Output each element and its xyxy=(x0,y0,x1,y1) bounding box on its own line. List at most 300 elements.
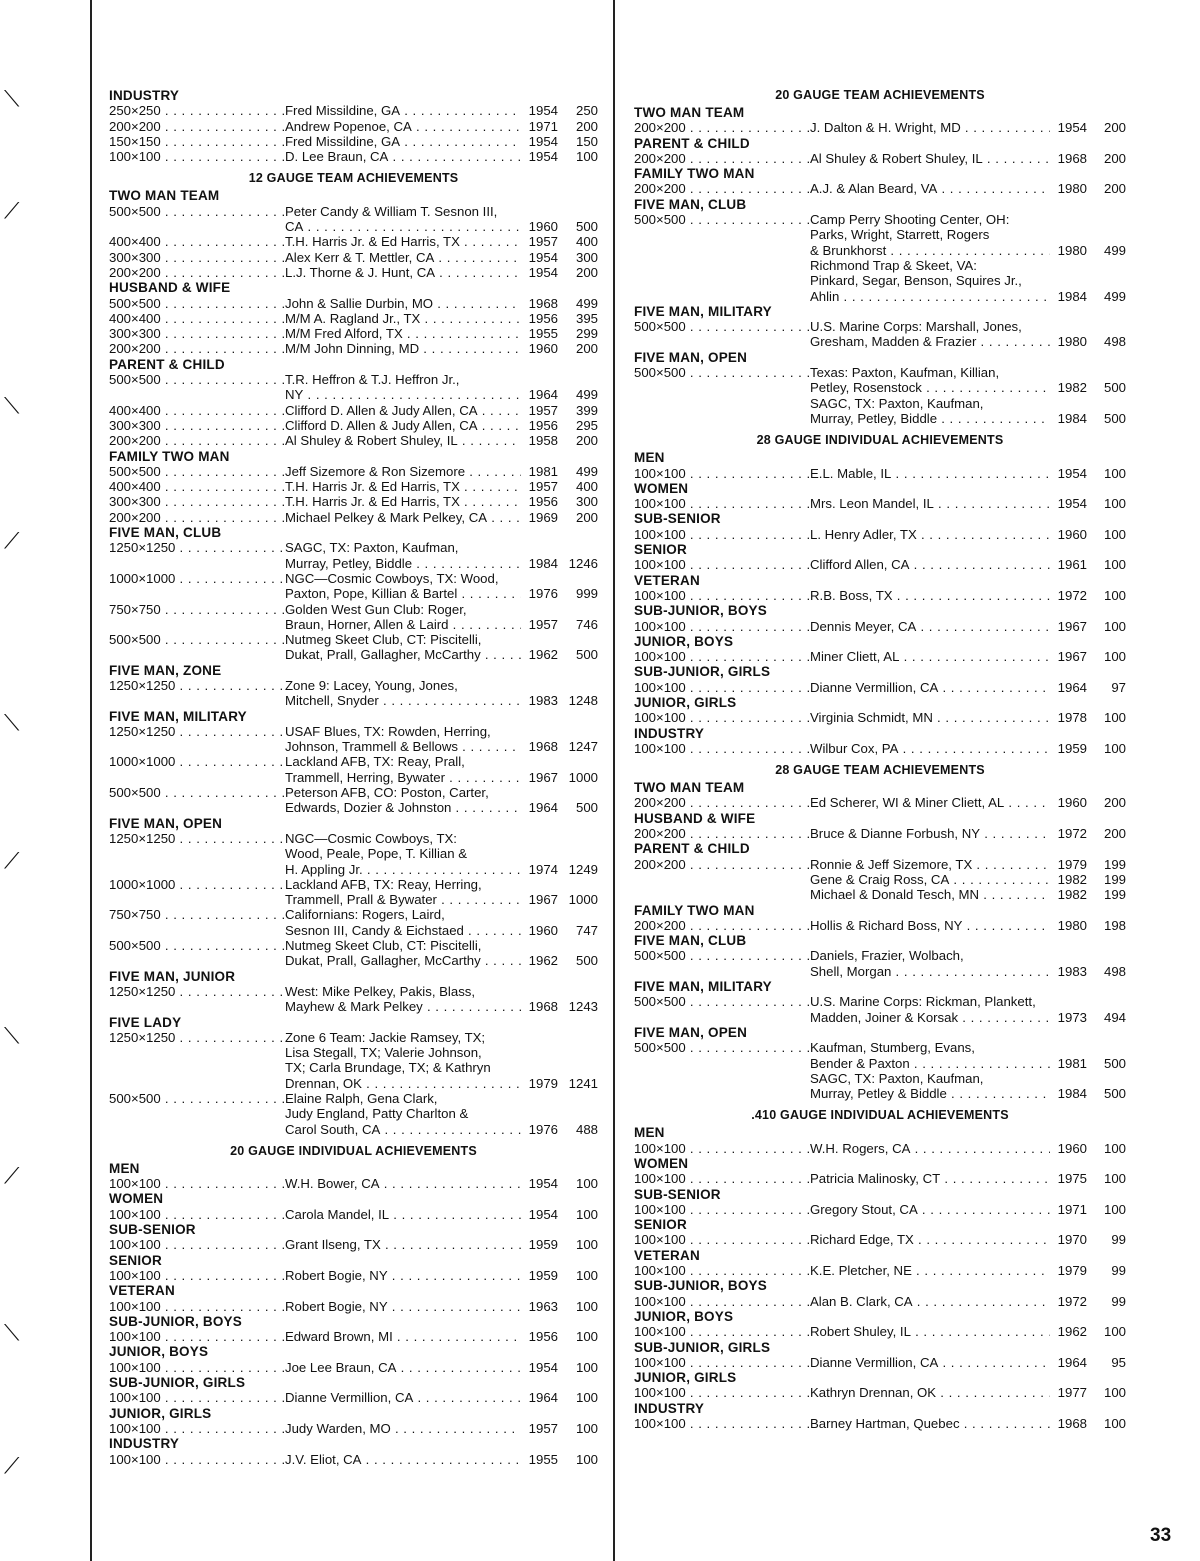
record-year: 1959 xyxy=(521,1268,558,1283)
target-size: 100×100 . . . xyxy=(634,1141,809,1156)
record-row xyxy=(109,296,598,311)
record-holder: Clifford D. Allen & Judy Allen, CA . . . xyxy=(285,418,524,433)
target-size: 100×100 . . . xyxy=(634,1202,809,1217)
record-row xyxy=(109,1390,598,1405)
record-score: 100 xyxy=(1103,557,1126,573)
record-score: 100 xyxy=(575,1359,598,1375)
category-heading: FIVE MAN, JUNIOR xyxy=(109,968,236,984)
record-row xyxy=(634,227,1126,242)
binding-mark: ⟋ xyxy=(4,848,20,873)
record-holder: Wilbur Cox, PA . . . xyxy=(810,741,1052,756)
target-size: 400×400 . . . xyxy=(109,479,284,494)
category-heading: WOMEN xyxy=(634,1156,689,1171)
record-score: 300 xyxy=(575,494,598,510)
record-holder: Zone 6 Team: Jackie Ramsey, TX; xyxy=(285,1029,486,1045)
record-holder: West: Mike Pelkey, Pakis, Blass, xyxy=(285,983,476,999)
target-size: 1250×1250 . . . xyxy=(109,540,284,555)
record-holder: W.H. Rogers, CA . . . xyxy=(810,1141,1052,1156)
category-heading: MEN xyxy=(634,450,665,466)
category-heading: FIVE MAN, ZONE xyxy=(109,662,222,678)
record-year: 1964 xyxy=(1050,680,1087,695)
record-row xyxy=(634,1232,1126,1247)
record-holder: TX; Carla Brundage, TX; & Kathryn xyxy=(285,1060,491,1076)
category-heading: MEN xyxy=(109,1160,140,1176)
target-size: 100×100 . . . xyxy=(634,1263,809,1278)
target-size: 500×500 . . . xyxy=(109,1091,284,1106)
category-heading: JUNIOR, GIRLS xyxy=(634,1370,737,1386)
record-score: 95 xyxy=(1111,1354,1126,1370)
record-holder: Edward Brown, MI . . . xyxy=(285,1329,524,1344)
record-score: 1249 xyxy=(568,861,598,877)
page-number: 33 xyxy=(1150,1525,1172,1546)
target-size: 500×500 . . . xyxy=(634,994,809,1009)
category-heading: INDUSTRY xyxy=(634,1400,705,1416)
record-holder: NGC—Cosmic Cowboys, TX: xyxy=(285,830,457,846)
target-size: 400×400 . . . xyxy=(109,234,284,249)
record-year: 1960 xyxy=(1050,527,1087,542)
record-row xyxy=(109,800,598,815)
record-holder: J. Dalton & H. Wright, MD . . . xyxy=(810,120,1052,135)
center-rule xyxy=(613,0,615,1561)
binding-mark: ⟍ xyxy=(4,393,20,418)
record-score: 200 xyxy=(575,118,598,134)
target-size: 1250×1250 . . . xyxy=(109,678,284,693)
record-year: 1957 xyxy=(521,1421,558,1436)
category-heading: SUB-JUNIOR, BOYS xyxy=(109,1313,242,1329)
record-score: 199 xyxy=(1103,871,1126,887)
record-holder: Michael & Donald Tesch, MN . . . xyxy=(810,887,1052,902)
target-size: 100×100 . . . xyxy=(109,1299,284,1314)
target-size: 200×200 . . . xyxy=(634,857,809,872)
target-size: 200×200 . . . xyxy=(109,265,284,280)
category-heading: TWO MAN TEAM xyxy=(109,188,220,204)
record-year: 1968 xyxy=(521,999,558,1014)
record-year: 1972 xyxy=(1050,826,1087,841)
record-holder: Mayhew & Mark Pelkey . . . xyxy=(285,999,524,1014)
record-year: 1964 xyxy=(1050,1355,1087,1370)
record-holder: Wood, Peale, Pope, T. Killian & xyxy=(285,846,468,862)
record-holder: Ed Scherer, WI & Miner Cliett, AL . . . xyxy=(810,795,1052,810)
record-score: 400 xyxy=(575,479,598,495)
record-score: 198 xyxy=(1103,917,1126,933)
category-heading: SUB-SENIOR xyxy=(109,1222,196,1238)
record-year: 1971 xyxy=(1050,1202,1087,1217)
record-holder: Bender & Paxton . . . xyxy=(810,1056,1052,1071)
record-holder: Andrew Popenoe, CA . . . xyxy=(285,119,524,134)
record-score: 500 xyxy=(1103,1086,1126,1102)
category-heading: JUNIOR, BOYS xyxy=(634,633,734,649)
target-size: 100×100 . . . xyxy=(634,1385,809,1400)
record-row xyxy=(634,1294,1126,1309)
record-score: 150 xyxy=(575,133,598,149)
record-row xyxy=(634,258,1126,273)
record-year: 1967 xyxy=(1050,649,1087,664)
record-row xyxy=(634,918,1126,933)
record-row xyxy=(634,1355,1126,1370)
record-holder: M/M John Dinning, MD . . . xyxy=(285,341,524,356)
record-score: 100 xyxy=(575,1267,598,1283)
target-size: 200×200 . . . xyxy=(634,151,809,166)
category-heading: FIVE MAN, CLUB xyxy=(109,525,222,541)
category-heading: FIVE MAN, MILITARY xyxy=(109,708,247,724)
record-score: 499 xyxy=(1103,288,1126,304)
record-row xyxy=(109,311,598,326)
record-holder: Lisa Stegall, TX; Valerie Johnson, xyxy=(285,1045,482,1061)
record-score: 100 xyxy=(1103,649,1126,665)
target-size: 100×100 . . . xyxy=(109,1390,284,1405)
record-year: 1963 xyxy=(521,1299,558,1314)
record-row xyxy=(109,341,598,356)
target-size: 750×750 . . . xyxy=(109,602,284,617)
record-holder: Robert Bogie, NY . . . xyxy=(285,1268,524,1283)
record-holder: Kaufman, Stumberg, Evans, xyxy=(810,1040,975,1056)
record-row xyxy=(109,1091,598,1106)
record-holder: T.H. Harris Jr. & Ed Harris, TX . . . xyxy=(285,234,524,249)
record-year: 1961 xyxy=(1050,557,1087,572)
record-year: 1954 xyxy=(521,1207,558,1222)
record-row xyxy=(109,999,598,1014)
category-heading: VETERAN xyxy=(634,572,700,588)
record-holder: Bruce & Dianne Forbush, NY . . . xyxy=(810,826,1052,841)
binding-mark: ⟍ xyxy=(4,1320,20,1345)
record-row xyxy=(634,365,1126,380)
record-row xyxy=(109,1176,598,1191)
category-heading: INDUSTRY xyxy=(109,88,180,103)
record-row xyxy=(634,680,1126,695)
record-holder: Ahlin . . . xyxy=(810,289,1052,304)
binding-mark: ⟋ xyxy=(4,528,20,553)
record-row xyxy=(109,693,598,708)
category-heading: SUB-JUNIOR, GIRLS xyxy=(109,1375,246,1391)
target-size: 200×200 . . . xyxy=(634,826,809,841)
record-row xyxy=(634,741,1126,756)
record-row xyxy=(109,403,598,418)
target-size: 200×200 . . . xyxy=(109,341,284,356)
record-row xyxy=(634,151,1126,166)
record-year: 1954 xyxy=(1050,466,1087,481)
record-score: 100 xyxy=(1103,1140,1126,1156)
category-heading: FIVE LADY xyxy=(109,1014,182,1030)
record-row xyxy=(634,1263,1126,1278)
record-row xyxy=(109,494,598,509)
record-row xyxy=(109,372,598,387)
record-score: 299 xyxy=(575,326,598,342)
record-row xyxy=(109,234,598,249)
category-heading: FIVE MAN, OPEN xyxy=(634,349,748,365)
record-holder: Michael Pelkey & Mark Pelkey, CA . . . xyxy=(285,510,524,525)
record-holder: Shell, Morgan . . . xyxy=(810,964,1052,979)
record-holder: Dianne Vermillion, CA . . . xyxy=(285,1390,524,1405)
target-size: 500×500 . . . xyxy=(109,372,284,387)
record-year: 1979 xyxy=(1050,857,1087,872)
record-year: 1968 xyxy=(521,739,558,754)
record-score: 200 xyxy=(575,264,598,280)
record-year: 1954 xyxy=(521,250,558,265)
target-size: 100×100 . . . xyxy=(634,527,809,542)
record-holder: Johnson, Trammell & Bellows . . . xyxy=(285,739,524,754)
category-heading: INDUSTRY xyxy=(109,1436,180,1452)
category-heading: PARENT & CHILD xyxy=(634,841,750,857)
record-year: 1970 xyxy=(1050,1232,1087,1247)
binding-mark: ⟍ xyxy=(4,1023,20,1048)
record-holder: Miner Cliett, AL . . . xyxy=(810,649,1052,664)
record-score: 1000 xyxy=(568,892,598,908)
record-holder: Murray, Petley & Biddle . . . xyxy=(810,1086,1052,1101)
record-holder: Peter Candy & William T. Sesnon III, xyxy=(285,203,498,219)
category-heading: FIVE MAN, OPEN xyxy=(634,1024,748,1040)
record-row xyxy=(634,588,1126,603)
target-size: 100×100 . . . xyxy=(634,619,809,634)
binding-mark: ⟍ xyxy=(4,86,20,111)
record-score: 100 xyxy=(1103,465,1126,481)
record-year: 1954 xyxy=(1050,496,1087,511)
target-size: 100×100 . . . xyxy=(634,466,809,481)
record-row xyxy=(634,466,1126,481)
record-holder: Patricia Malinosky, CT . . . xyxy=(810,1171,1052,1186)
record-score: 100 xyxy=(575,1390,598,1406)
record-year: 1954 xyxy=(521,1360,558,1375)
record-row xyxy=(109,1060,598,1075)
category-heading: FIVE MAN, OPEN xyxy=(109,815,223,831)
record-row xyxy=(109,1329,598,1344)
category-heading: WOMEN xyxy=(109,1191,164,1207)
target-size: 1000×1000 . . . xyxy=(109,571,284,586)
category-heading: SENIOR xyxy=(634,1217,687,1233)
record-score: 999 xyxy=(575,586,598,602)
record-row xyxy=(109,632,598,647)
record-score: 395 xyxy=(575,310,598,326)
record-holder: Virginia Schmidt, MN . . . xyxy=(810,710,1052,725)
category-heading: JUNIOR, BOYS xyxy=(109,1344,209,1360)
record-score: 498 xyxy=(1103,334,1126,350)
record-row xyxy=(109,923,598,938)
category-heading: VETERAN xyxy=(634,1247,700,1263)
record-holder: D. Lee Braun, CA . . . xyxy=(285,149,524,164)
record-score: 100 xyxy=(1103,1324,1126,1340)
record-holder: M/M A. Ragland Jr., TX . . . xyxy=(285,311,524,326)
record-year: 1962 xyxy=(521,953,558,968)
category-heading: HUSBAND & WIFE xyxy=(634,810,756,826)
record-holder: Peterson AFB, CO: Poston, Carter, xyxy=(285,785,489,801)
record-row xyxy=(634,1071,1126,1086)
record-row xyxy=(634,120,1126,135)
record-row xyxy=(109,892,598,907)
category-heading: VETERAN xyxy=(109,1283,175,1299)
record-row xyxy=(634,857,1126,872)
record-year: 1980 xyxy=(1050,334,1087,349)
record-row xyxy=(634,1171,1126,1186)
category-heading: SUB-SENIOR xyxy=(634,1186,721,1202)
record-year: 1980 xyxy=(1050,918,1087,933)
target-size: 100×100 . . . xyxy=(634,496,809,511)
record-row xyxy=(634,496,1126,511)
category-heading: FAMILY TWO MAN xyxy=(634,166,755,182)
record-holder: U.S. Marine Corps: Marshall, Jones, xyxy=(810,319,1022,335)
category-heading: FIVE MAN, MILITARY xyxy=(634,979,772,995)
record-row xyxy=(634,1416,1126,1431)
record-row xyxy=(634,212,1126,227)
target-size: 100×100 . . . xyxy=(109,1360,284,1375)
record-score: 200 xyxy=(1103,181,1126,197)
record-year: 1980 xyxy=(1050,181,1087,196)
record-score: 99 xyxy=(1111,1232,1126,1248)
record-score: 100 xyxy=(575,1206,598,1222)
record-year: 1964 xyxy=(521,800,558,815)
record-year: 1957 xyxy=(521,617,558,632)
record-row xyxy=(634,710,1126,725)
record-year: 1956 xyxy=(521,418,558,433)
binding-mark: ⟍ xyxy=(4,710,20,735)
record-year: 1960 xyxy=(1050,795,1087,810)
record-row xyxy=(634,795,1126,810)
record-holder: Alex Kerr & T. Mettler, CA . . . xyxy=(285,250,524,265)
record-score: 100 xyxy=(1103,526,1126,542)
record-holder: Petley, Rosenstock . . . xyxy=(810,380,1052,395)
record-score: 99 xyxy=(1111,1263,1126,1279)
record-year: 1980 xyxy=(1050,243,1087,258)
record-score: 1248 xyxy=(568,693,598,709)
target-size: 400×400 . . . xyxy=(109,403,284,418)
section-title-410-gauge-individual-achievements: .410 GAUGE INDIVIDUAL ACHIEVEMENTS xyxy=(751,1108,1009,1123)
target-size: 500×500 . . . xyxy=(109,785,284,800)
record-score: 100 xyxy=(1103,1201,1126,1217)
record-year: 1967 xyxy=(1050,619,1087,634)
record-row xyxy=(634,1040,1126,1055)
category-heading: JUNIOR, BOYS xyxy=(634,1308,734,1324)
record-holder: Al Shuley & Robert Shuley, IL . . . xyxy=(810,151,1052,166)
record-score: 200 xyxy=(575,341,598,357)
target-size: 300×300 . . . xyxy=(109,494,284,509)
target-size: 100×100 . . . xyxy=(634,1416,809,1431)
record-row xyxy=(634,1086,1126,1101)
record-holder: Nutmeg Skeet Club, CT: Piscitelli, xyxy=(285,938,482,954)
record-holder: USAF Blues, TX: Rowden, Herring, xyxy=(285,723,491,739)
record-score: 200 xyxy=(1103,150,1126,166)
record-holder: W.H. Bower, CA . . . xyxy=(285,1176,524,1191)
category-heading: SENIOR xyxy=(634,542,687,558)
category-heading: INDUSTRY xyxy=(634,725,705,741)
target-size: 300×300 . . . xyxy=(109,250,284,265)
category-heading: FIVE MAN, MILITARY xyxy=(634,303,772,319)
target-size: 100×100 . . . xyxy=(634,588,809,603)
record-year: 1984 xyxy=(1050,1086,1087,1101)
record-row xyxy=(109,1106,598,1121)
record-row xyxy=(109,617,598,632)
record-holder: Californians: Rogers, Laird, xyxy=(285,907,445,923)
record-holder: Dianne Vermillion, CA . . . xyxy=(810,680,1052,695)
record-holder: T.H. Harris Jr. & Ed Harris, TX . . . xyxy=(285,494,524,509)
record-score: 200 xyxy=(575,433,598,449)
record-score: 500 xyxy=(575,647,598,663)
record-row xyxy=(634,649,1126,664)
category-heading: SUB-JUNIOR, BOYS xyxy=(634,1278,767,1294)
record-score: 100 xyxy=(575,1237,598,1253)
record-row xyxy=(109,1268,598,1283)
record-year: 1954 xyxy=(521,103,558,118)
record-year: 1960 xyxy=(1050,1141,1087,1156)
record-row xyxy=(634,872,1126,887)
target-size: 1250×1250 . . . xyxy=(109,1030,284,1045)
record-row xyxy=(109,479,598,494)
record-row xyxy=(109,862,598,877)
category-heading: HUSBAND & WIFE xyxy=(109,280,231,296)
record-holder: Mrs. Leon Mandel, IL . . . xyxy=(810,496,1052,511)
record-holder: Elaine Ralph, Gena Clark, xyxy=(285,1091,438,1106)
record-year: 1968 xyxy=(1050,151,1087,166)
record-holder: Mitchell, Snyder . . . xyxy=(285,693,524,708)
record-year: 1957 xyxy=(521,479,558,494)
record-score: 499 xyxy=(575,463,598,479)
record-holder: Madden, Joiner & Korsak . . . xyxy=(810,1010,1052,1025)
category-heading: SUB-JUNIOR, GIRLS xyxy=(634,664,771,680)
record-year: 1982 xyxy=(1050,872,1087,887)
left-column xyxy=(109,88,598,1467)
target-size: 100×100 . . . xyxy=(634,1232,809,1247)
record-year: 1974 xyxy=(521,862,558,877)
record-row xyxy=(109,510,598,525)
record-row xyxy=(634,380,1126,395)
record-row xyxy=(109,540,598,555)
record-holder: Trammell, Prall & Bywater . . . xyxy=(285,892,524,907)
record-row xyxy=(109,1045,598,1060)
record-score: 100 xyxy=(1103,618,1126,634)
record-holder: Robert Shuley, IL . . . xyxy=(810,1324,1052,1339)
record-year: 1956 xyxy=(521,1329,558,1344)
record-row xyxy=(634,557,1126,572)
record-row xyxy=(109,678,598,693)
target-size: 150×150 . . . xyxy=(109,134,284,149)
category-heading: PARENT & CHILD xyxy=(634,135,750,151)
record-score: 199 xyxy=(1103,856,1126,872)
record-holder: NGC—Cosmic Cowboys, TX: Wood, xyxy=(285,570,499,586)
record-holder: Braun, Horner, Allen & Laird . . . xyxy=(285,617,524,632)
record-score: 99 xyxy=(1111,1293,1126,1309)
record-score: 746 xyxy=(575,616,598,632)
record-holder: Trammell, Herring, Bywater . . . xyxy=(285,770,524,785)
record-year: 1957 xyxy=(521,403,558,418)
category-heading: JUNIOR, GIRLS xyxy=(109,1405,212,1421)
record-score: 1000 xyxy=(568,769,598,785)
record-score: 300 xyxy=(575,249,598,265)
record-row xyxy=(109,1421,598,1436)
record-holder: CA . . . xyxy=(285,219,524,234)
record-year: 1960 xyxy=(521,341,558,356)
record-year: 1976 xyxy=(521,586,558,601)
record-score: 1243 xyxy=(568,999,598,1015)
record-row xyxy=(109,586,598,601)
record-row xyxy=(109,103,598,118)
target-size: 100×100 . . . xyxy=(634,1355,809,1370)
record-year: 1978 xyxy=(1050,710,1087,725)
record-row xyxy=(634,319,1126,334)
record-holder: Hollis & Richard Boss, NY . . . xyxy=(810,918,1052,933)
record-row xyxy=(109,647,598,662)
record-row xyxy=(109,387,598,402)
binding-mark: ⟋ xyxy=(4,1453,20,1478)
target-size: 500×500 . . . xyxy=(109,204,284,219)
target-size: 500×500 . . . xyxy=(109,938,284,953)
record-holder: Dennis Meyer, CA . . . xyxy=(810,619,1052,634)
record-year: 1972 xyxy=(1050,588,1087,603)
record-row xyxy=(634,1385,1126,1400)
record-holder: Barney Hartman, Quebec . . . xyxy=(810,1416,1052,1431)
target-size: 100×100 . . . xyxy=(109,1452,284,1467)
record-holder: Dukat, Prall, Gallagher, McCarthy . . . xyxy=(285,953,524,968)
record-score: 494 xyxy=(1103,1009,1126,1025)
record-holder: Clifford Allen, CA . . . xyxy=(810,557,1052,572)
record-row xyxy=(634,887,1126,902)
record-year: 1983 xyxy=(1050,964,1087,979)
